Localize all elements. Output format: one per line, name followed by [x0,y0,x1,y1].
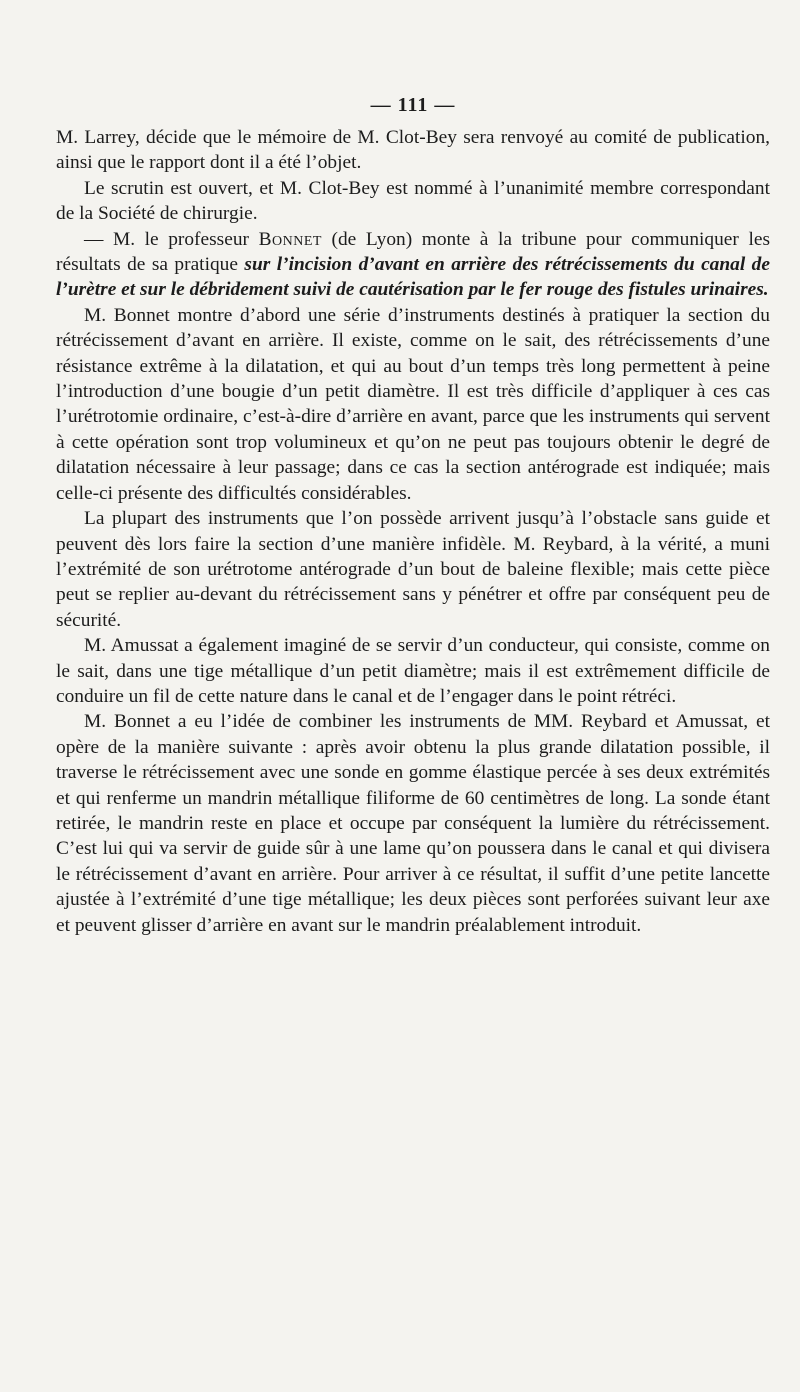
page-number: — 111 — [370,94,456,116]
author-name: Bonnet [258,228,322,250]
paragraph-text: M. Bonnet a eu l’idée de combiner les instruments de MM. Reybard et Amussat, et opère de la manière suivante : après avoir obtenu la plus grande dilatation possible, il traverse le rétrécissement avec une sonde en gomme élastique percée à ses deux extrémités et qui renferme un mandrin métallique filiforme de 60 centimètres de long. La sonde étant retirée, le mandrin reste en place et occupe par conséquent la lumière du rétrécissement. C’est lui qui va servir de guide sûr à une lame qu’on poussera dans le canal et qui divisera le rétrécissement d’avant en arrière. Pour arriver à ce résultat, il suffit d’une petite lancette ajustée à l’extrémité d’une tige métallique; les deux pièces sont perforées suivant leur axe et peuvent glisser d’arrière en avant sur le mandrin préalablement introduit. [56,711,770,936]
paragraph [56,506,770,633]
paragraph [56,303,770,506]
paragraph [56,176,770,227]
paragraph [56,709,770,938]
paragraph-text: M. Amussat a également imaginé de se servir d’un conducteur, qui consiste, comme on le sait, dans une tige métallique d’un petit diamètre; mais il est extrêmement difficile de conduire un fil de cette nature dans le canal et de l’engager dans le point rétréci. [56,635,770,707]
paragraph-text: — M. le professeur [84,228,259,250]
paragraph [56,125,770,176]
paragraph [56,633,770,709]
paragraph-text: La plupart des instruments que l’on possède arrivent jusqu’à l’obstacle sans guide et peuvent dès lors faire la section d’une manière infidèle. M. Reybard, à la vérité, a muni l’extrémité de son urétrotome antérograde d’un bout de baleine flexible; mais cette pièce peut se replier au-devant du rétrécissement sans y pénétrer et offre par conséquent peu de sécurité. [56,508,770,631]
communication-title: sur l’incision d’avant en arrière des rétrécissements du canal de l’urètre et sur le débridement suivi de cautérisation par le fer rouge des fistules urinaires. [56,254,770,301]
paragraph-text: M. Larrey, décide que le mémoire de M. Clot-Bey sera renvoyé au comité de publication, ainsi que le rapport dont il a été l’objet. [56,127,770,174]
paragraph-text: (de Lyon) monte à la tribune pour communiquer les résultats de sa pratique [56,228,770,276]
body-text [56,125,770,938]
paragraph-text: M. Bonnet montre d’abord une série d’instruments destinés à pratiquer la section du rétrécissement d’avant en arrière. Il existe, comme on le sait, des rétrécissements d’une résistance extrême à la dilatation, et qui au bout d’un temps très long permettent à peine l’introduction d’une bougie d’un petit diamètre. Il est très difficile d’appliquer à ces cas l’urétrotomie ordinaire, c’est-à-dire d’arrière en avant, parce que les instruments qui servent à cette opération sont trop volumineux et qu’on ne peut pas toujours obtenir le degré de dilatation nécessaire à leur passage; dans ce cas la section antérograde est indiquée; mais celle-ci présente des difficultés considérables. [56,304,770,504]
paragraph [56,227,770,303]
paragraph-text: Le scrutin est ouvert, et M. Clot-Bey est nommé à l’unanimité membre correspondant de la Société de chirurgie. [56,177,770,225]
